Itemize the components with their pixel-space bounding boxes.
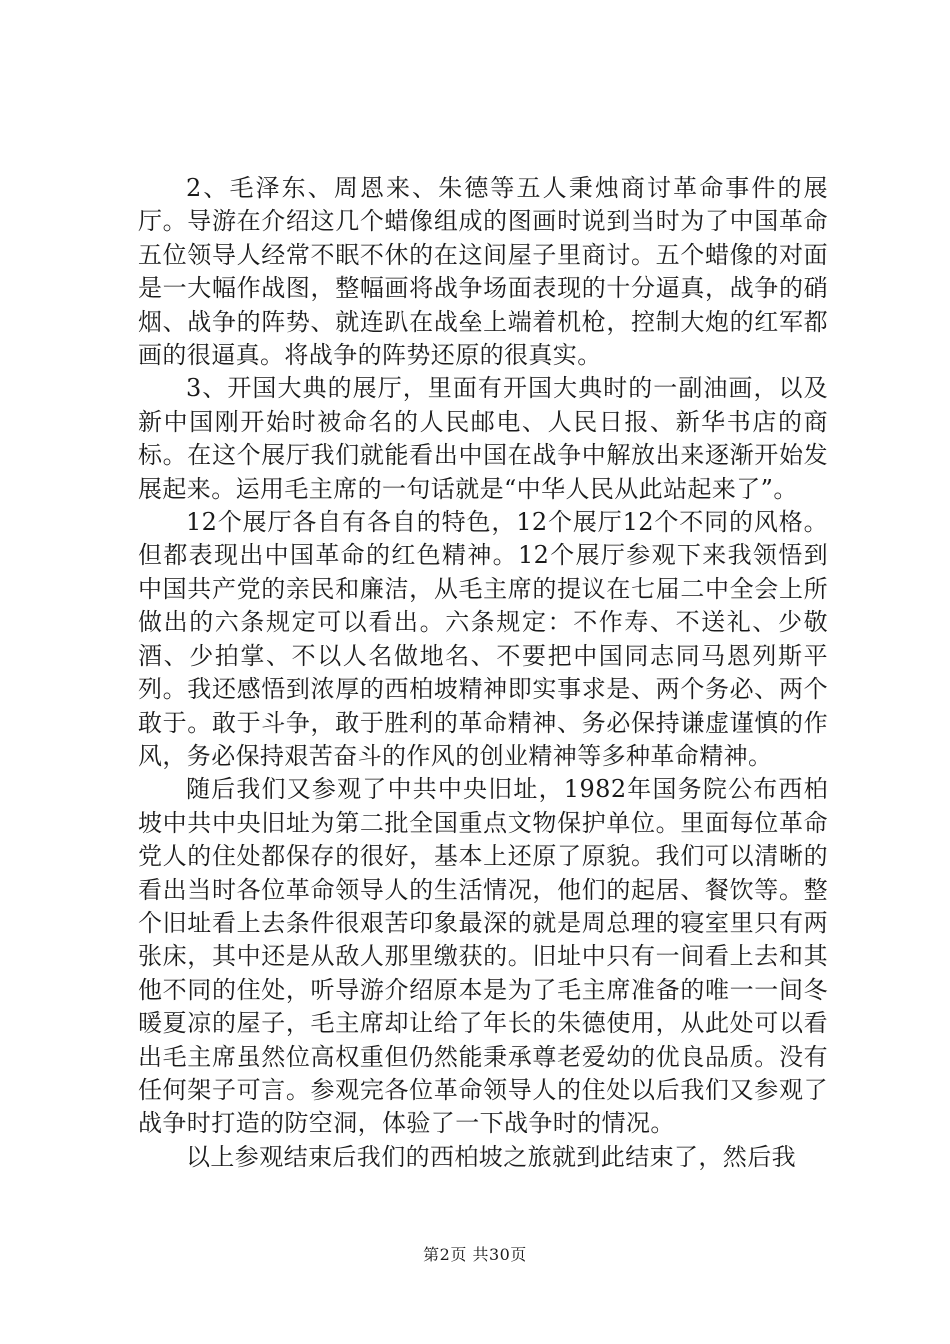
- paragraph-exhibit-2: 2、毛泽东、周恩来、朱德等五人秉烛商讨革命事件的展厅。导游在介绍这几个蜡像组成的图画时说到当时为了中国革命五位领导人经常不眠不休的在这间屋子里商讨。五个蜡像的对面是一大幅作战图，整幅画将战争场面表现的十分逼真，战争的硝烟、战争的阵势、就连趴在战垒上端着机枪，控制大炮的红军都画的很逼真。将战争的阵势还原的很真实。: [138, 174, 828, 370]
- paragraph-exhibit-3: 3、开国大典的展厅，里面有开国大典时的一副油画，以及新中国刚开始时被命名的人民邮电、人民日报、新华书店的商标。在这个展厅我们就能看出中国在战争中解放出来逐渐开始发展起来。运用毛主席的一句话就是“中华人民从此站起来了”。: [138, 374, 828, 503]
- document-body: [138, 172, 828, 1174]
- page-number-footer: 第2页 共30页: [423, 1245, 527, 1264]
- paragraph-twelve-halls: 12个展厅各自有各自的特色，12个展厅12个不同的风格。但都表现出中国革命的红色精神。12个展厅参观下来我领悟到中国共产党的亲民和廉洁，从毛主席的提议在七届二中全会上所做出的六条规定可以看出。六条规定：不作寿、不送礼、少敬酒、少拍掌、不以人名做地名、不要把中国同志同马恩列斯平列。我还感悟到浓厚的西柏坡精神即实事求是、两个务必、两个敢于。敢于斗争，敢于胜利的革命精神、务必保持谦虚谨慎的作风，务必保持艰苦奋斗的作风的创业精神等多种革命精神。: [138, 508, 828, 770]
- paragraph-old-site: 随后我们又参观了中共中央旧址，1982年国务院公布西柏坡中共中央旧址为第二批全国重点文物保护单位。里面每位革命党人的住处都保存的很好，基本上还原了原貌。我们可以清晰的看出当时各位革命领导人的生活情况，他们的起居、餐饮等。整个旧址看上去条件很艰苦印象最深的就是周总理的寝室里只有两张床，其中还是从敌人那里缴获的。旧址中只有一间看上去和其他不同的住处，听导游介绍原本是为了毛主席准备的唯一一间冬暖夏凉的屋子，毛主席却让给了年长的朱德使用，从此处可以看出毛主席虽然位高权重但仍然能秉承尊老爱幼的优良品质。没有任何架子可言。参观完各位革命领导人的住处以后我们又参观了战争时打造的防空洞，体验了一下战争时的情况。: [138, 775, 828, 1138]
- paragraph-conclusion: 以上参观结束后我们的西柏坡之旅就到此结束了，然后我: [186, 1142, 796, 1171]
